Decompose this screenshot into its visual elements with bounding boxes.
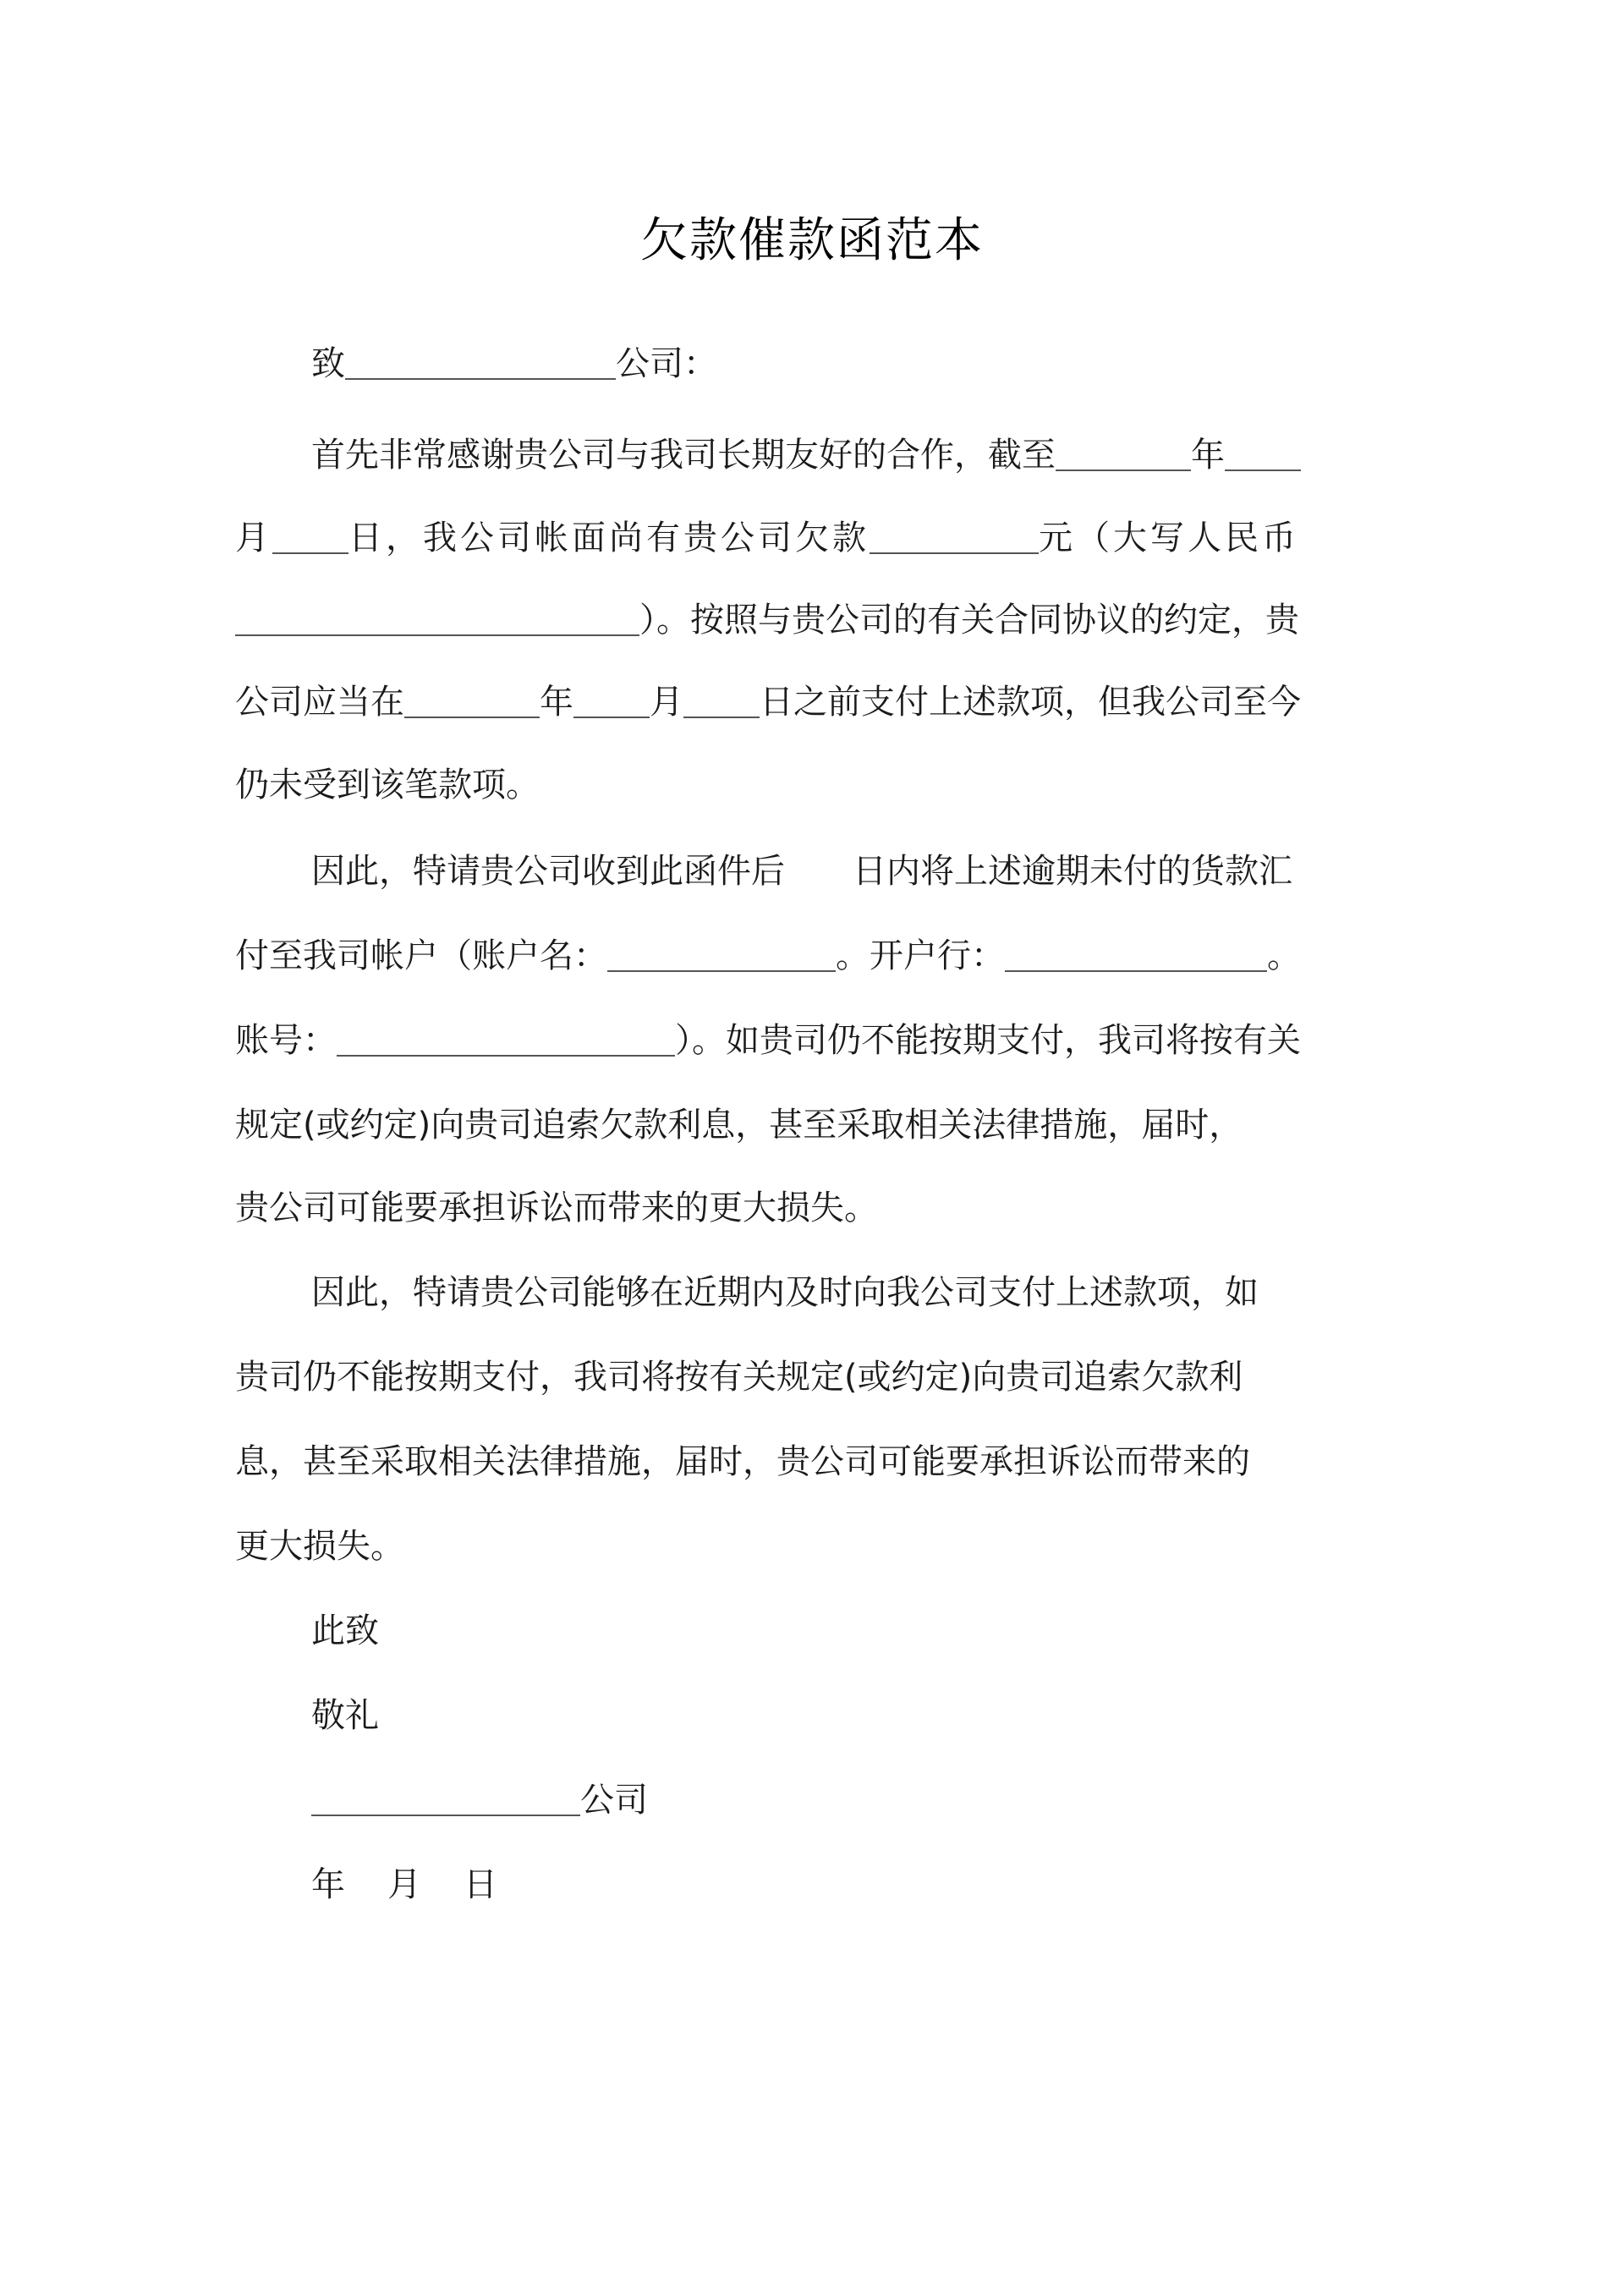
- p1-text: 月: [650, 683, 683, 722]
- due-month-blank[interactable]: [573, 683, 650, 718]
- salutation-suffix: 公司：: [616, 344, 717, 383]
- p1-line3: [235, 595, 1394, 645]
- p2-text: 。开户行：: [836, 936, 1005, 975]
- p1-text: 首先非常感谢贵公司与我司长期友好的合作，截至: [311, 436, 1056, 475]
- p2-line1: [311, 846, 1470, 897]
- recipient-company-blank[interactable]: [345, 344, 616, 380]
- date-day-label: 日: [464, 1865, 497, 1904]
- p1-line5: 仍未受到该笔款项。: [235, 766, 540, 804]
- p1-text: 年: [1191, 436, 1225, 475]
- p1-line4: [235, 677, 1394, 727]
- cutoff-month-blank[interactable]: [1225, 436, 1301, 471]
- p1-text: 月: [235, 519, 272, 557]
- p1-text: 年: [540, 683, 573, 722]
- account-number-blank[interactable]: [337, 1021, 675, 1057]
- document-title: 欠款催款函范本: [640, 213, 984, 268]
- closing-cizhi: 此致: [311, 1611, 379, 1650]
- p3-line4: 更大损失。: [235, 1527, 404, 1566]
- salutation-prefix: 致: [311, 344, 345, 383]
- p2-text: 日内将上述逾期未付的货款汇: [853, 852, 1292, 891]
- amount-blank[interactable]: [870, 519, 1039, 554]
- p2-line2: [235, 931, 1394, 981]
- p1-text: ）。按照与贵公司的有关合同协议的约定，贵: [639, 601, 1299, 640]
- salutation-line: [311, 338, 1470, 389]
- due-day-blank[interactable]: [683, 683, 760, 718]
- p1-text: 公司应当在: [235, 683, 404, 722]
- date-line: [311, 1859, 1470, 1910]
- p2-text: 账号：: [235, 1021, 337, 1060]
- bank-name-blank[interactable]: [1005, 936, 1267, 972]
- p2-text: ）。如贵司仍不能按期支付，我司将按有关: [675, 1021, 1301, 1060]
- signature-company-suffix: 公司: [580, 1781, 648, 1820]
- p2-text: 因此，特请贵公司收到此函件后: [311, 852, 785, 891]
- p1-text: 日之前支付上述款项，但我公司至今: [760, 683, 1301, 722]
- p2-line5: 贵公司可能要承担诉讼而带来的更大损失。: [235, 1189, 878, 1227]
- closing-jingli: 敬礼: [311, 1696, 379, 1735]
- p1-line2: [235, 513, 1394, 563]
- date-month-label: 月: [387, 1865, 421, 1904]
- cutoff-day-blank[interactable]: [272, 519, 348, 554]
- due-year-blank[interactable]: [404, 683, 540, 718]
- signature-line: [311, 1775, 1470, 1826]
- p2-line3: [235, 1015, 1394, 1066]
- p3-line3: 息，甚至采取相关法律措施，届时，贵公司可能要承担诉讼而带来的: [235, 1442, 1250, 1481]
- p1-line1: [311, 430, 1470, 480]
- p3-line1: 因此，特请贵公司能够在近期内及时向我公司支付上述款项，如: [311, 1273, 1259, 1312]
- account-name-blank[interactable]: [607, 936, 836, 972]
- amount-in-words-blank[interactable]: [235, 601, 639, 636]
- p1-text: 日，我公司帐面尚有贵公司欠款: [348, 519, 870, 557]
- p2-line4: 规定(或约定)向贵司追索欠款利息，甚至采取相关法律措施，届时，: [235, 1106, 1243, 1145]
- sender-company-blank[interactable]: [311, 1781, 580, 1816]
- cutoff-year-blank[interactable]: [1056, 436, 1191, 471]
- date-year-label: 年: [311, 1865, 345, 1904]
- p2-text: 付至我司帐户（账户名：: [235, 936, 607, 975]
- p1-text: 元（大写人民币: [1039, 519, 1299, 557]
- p3-line2: 贵司仍不能按期支付，我司将按有关规定(或约定)向贵司追索欠款利: [235, 1358, 1243, 1397]
- p2-text: 。: [1267, 936, 1301, 975]
